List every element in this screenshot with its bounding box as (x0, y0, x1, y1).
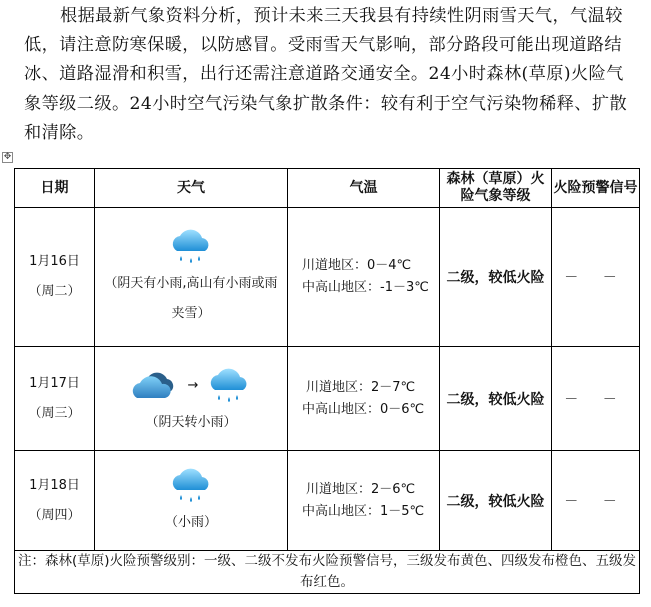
fire-signal-cell: － － (552, 451, 640, 551)
date-text: 1月17日 (29, 375, 80, 391)
forecast-table (14, 168, 640, 594)
weekday-text: （周三） (28, 405, 81, 421)
header-weather: 天气 (95, 169, 288, 208)
forecast-intro: 根据最新气象资料分析，预计未来三天我县有持续性阴雨雪天气，气温较低，请注意防寒保暖，以防感冒。受雨雪天气影响，部分路段可能出现道路结冰、道路湿滑和积雪，出行还需注意道路交通安全。24小时森林(草原)火险气象等级二级。24小时空气污染气象扩散条件：较有利于空气污染物稀释、扩散和清除。 (24, 6, 628, 143)
temp-mid-high: 中高山地区：1－5℃ (302, 503, 425, 519)
temp-valley: 川道地区：2－7℃ (306, 379, 416, 395)
rain-cloud-icon (207, 364, 251, 408)
temp-valley: 川道地区：0－4℃ (302, 258, 412, 273)
overcast-cloud-icon (131, 368, 179, 404)
fire-warning-note: 注：森林(草原)火险预警级别：一级、二级不发布火险预警信号，三级发布黄色、四级发布橙色、五级发布红色。 (15, 551, 640, 594)
weather-desc: （阴天有小雨,高山有小雨或雨夹雪） (104, 276, 278, 321)
date-text: 1月18日 (29, 477, 80, 493)
temperature-cell (288, 451, 440, 551)
arrow-right-icon: → (187, 378, 199, 393)
table-row (15, 347, 640, 451)
weather-cell (95, 208, 288, 347)
note-row (15, 551, 640, 594)
temp-mid-high: 中高山地区：0－6℃ (302, 401, 425, 417)
weather-cell (95, 451, 288, 551)
temperature-cell (288, 208, 440, 347)
temperature-cell (288, 347, 440, 451)
header-date: 日期 (15, 169, 95, 208)
date-cell (15, 347, 95, 451)
header-fire-level: 森林（草原）火险气象等级 (440, 169, 552, 208)
header-temperature: 气温 (288, 169, 440, 208)
date-cell (15, 451, 95, 551)
move-handle-icon[interactable]: ✥ (3, 152, 12, 162)
rain-cloud-icon (169, 225, 213, 269)
rain-cloud-icon (169, 464, 213, 508)
date-text: 1月16日 (29, 254, 80, 269)
weekday-text: （周四） (28, 507, 81, 523)
weekday-text: （周二） (28, 284, 81, 299)
table-row (15, 451, 640, 551)
header-fire-signal: 火险预警信号 (552, 169, 640, 208)
temp-mid-high: 中高山地区：-1－3℃ (302, 280, 429, 295)
fire-signal-cell: － － (552, 208, 640, 347)
fire-level-cell: 二级，较低火险 (440, 347, 552, 451)
temp-valley: 川道地区：2－6℃ (306, 481, 416, 497)
fire-level-cell: 二级，较低火险 (440, 208, 552, 347)
date-cell (15, 208, 95, 347)
table-header-row (15, 169, 640, 208)
weather-desc: （小雨） (164, 514, 217, 530)
fire-level-cell: 二级，较低火险 (440, 451, 552, 551)
fire-signal-cell: － － (552, 347, 640, 451)
weather-cell (95, 347, 288, 451)
table-row (15, 208, 640, 347)
weather-desc: （阴天转小雨） (145, 414, 237, 430)
